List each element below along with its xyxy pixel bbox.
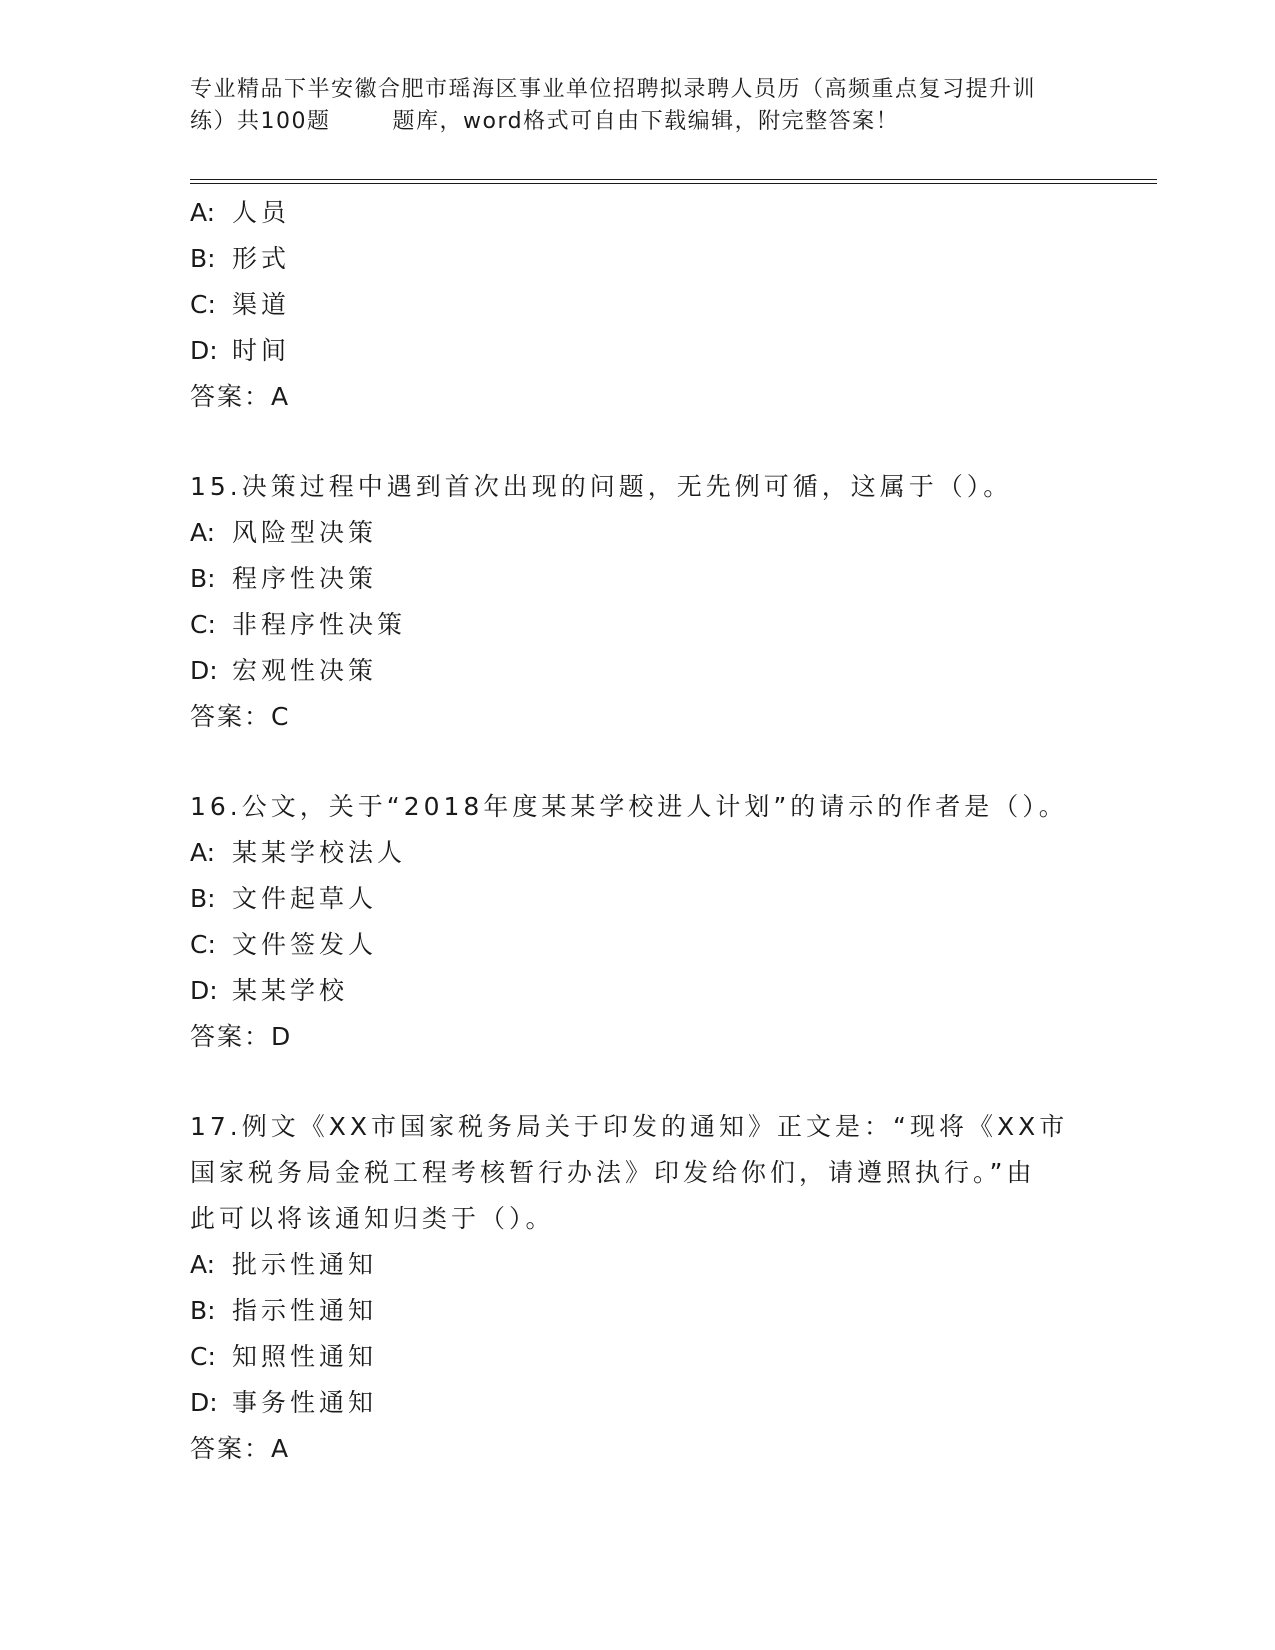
option-letter: D:	[190, 656, 218, 685]
question-block	[190, 1104, 1090, 1472]
option-letter: C:	[190, 290, 216, 319]
answer-option	[190, 1288, 1090, 1334]
answer-option	[190, 968, 1090, 1014]
answer-option	[190, 556, 1090, 602]
header-rule-bottom	[190, 183, 1157, 184]
answer-option	[190, 648, 1090, 694]
option-letter: C:	[190, 1342, 216, 1371]
answer-option	[190, 602, 1090, 648]
option-text: 渠道	[232, 290, 291, 319]
option-text: 文件签发人	[232, 930, 378, 959]
header-rule-top	[190, 179, 1157, 180]
question-block	[190, 190, 1090, 420]
header-line-1: 专业精品下半安徽合肥市瑶海区事业单位招聘拟录聘人员历（高频重点复习提升训	[190, 77, 1037, 102]
answer-option	[190, 282, 1090, 328]
block-spacer	[190, 1060, 1090, 1104]
option-letter: D:	[190, 336, 218, 365]
question-list	[190, 190, 1090, 1472]
option-letter: A:	[190, 1250, 216, 1279]
question-text: 17.例文《XX市国家税务局关于印发的通知》正文是：“现将《XX市	[190, 1112, 1069, 1141]
answer-option	[190, 510, 1090, 556]
option-text: 文件起草人	[232, 884, 378, 913]
answer-option	[190, 236, 1090, 282]
answer-option	[190, 876, 1090, 922]
option-letter: D:	[190, 1388, 218, 1417]
question-text: 此可以将该通知归类于（）。	[190, 1204, 555, 1233]
option-letter: A:	[190, 198, 216, 227]
option-text: 程序性决策	[232, 564, 378, 593]
answer-option	[190, 830, 1090, 876]
document-header	[190, 74, 1090, 138]
header-line-2a: 练）共100题	[190, 109, 331, 134]
option-letter: C:	[190, 930, 216, 959]
answer-key: 答案：D	[190, 1022, 293, 1051]
question-text: 15.决策过程中遇到首次出现的问题，无先例可循，这属于（）。	[190, 472, 1013, 501]
option-letter: A:	[190, 838, 216, 867]
question-block	[190, 784, 1090, 1060]
answer-option	[190, 190, 1090, 236]
header-line-2b: 题库，word格式可自由下载编辑，附完整答案！	[392, 109, 900, 134]
option-text: 非程序性决策	[232, 610, 407, 639]
option-letter: C:	[190, 610, 216, 639]
option-text: 人员	[232, 198, 291, 227]
option-letter: B:	[190, 884, 216, 913]
question-text: 16.公文，关于“2018年度某某学校进人计划”的请示的作者是（）。	[190, 792, 1068, 821]
answer-option	[190, 1380, 1090, 1426]
option-text: 宏观性决策	[232, 656, 378, 685]
option-letter: B:	[190, 1296, 216, 1325]
option-letter: A:	[190, 518, 216, 547]
option-text: 事务性通知	[232, 1388, 378, 1417]
option-text: 批示性通知	[232, 1250, 378, 1279]
option-letter: B:	[190, 244, 216, 273]
answer-option	[190, 1334, 1090, 1380]
answer-option	[190, 328, 1090, 374]
block-spacer	[190, 740, 1090, 784]
header-line-2	[190, 106, 1090, 138]
option-text: 某某学校法人	[232, 838, 407, 867]
option-text: 形式	[232, 244, 291, 273]
option-text: 知照性通知	[232, 1342, 378, 1371]
answer-key: 答案：A	[190, 382, 291, 411]
option-text: 指示性通知	[232, 1296, 378, 1325]
answer-option	[190, 922, 1090, 968]
answer-key: 答案：C	[190, 702, 291, 731]
answer-key: 答案：A	[190, 1434, 291, 1463]
option-text: 某某学校	[232, 976, 349, 1005]
question-text: 国家税务局金税工程考核暂行办法》印发给你们，请遵照执行。”由	[190, 1158, 1036, 1187]
question-block	[190, 464, 1090, 740]
answer-option	[190, 1242, 1090, 1288]
block-spacer	[190, 420, 1090, 464]
option-text: 风险型决策	[232, 518, 378, 547]
option-letter: B:	[190, 564, 216, 593]
option-text: 时间	[232, 336, 291, 365]
option-letter: D:	[190, 976, 218, 1005]
